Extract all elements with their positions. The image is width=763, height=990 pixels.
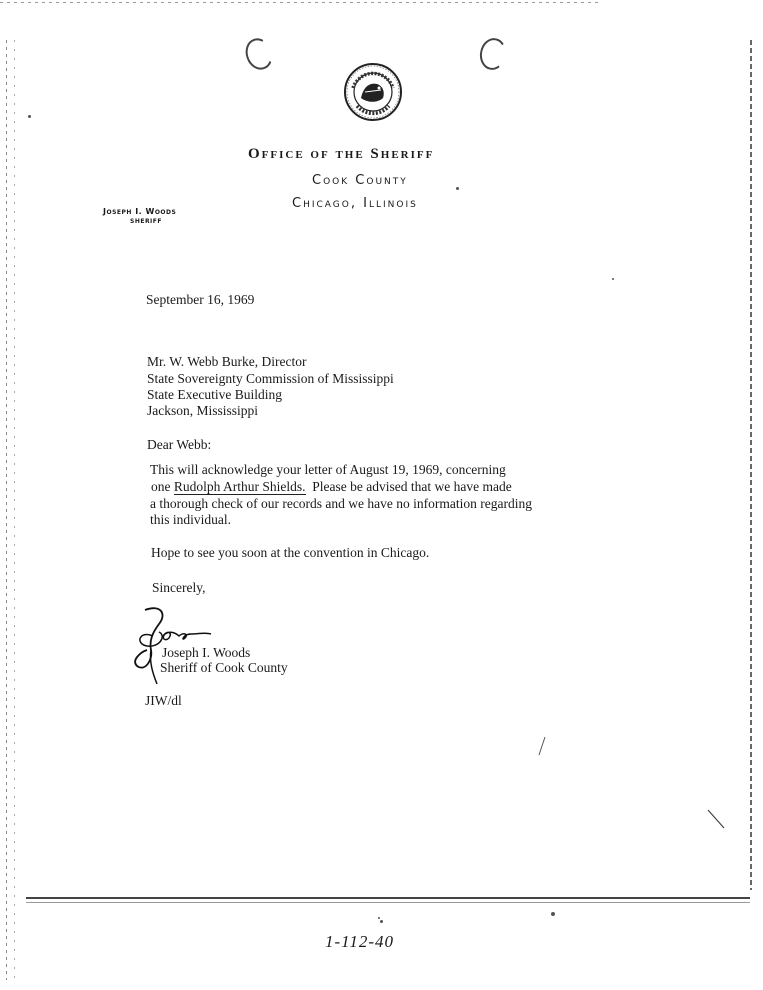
recipient-line: Mr. W. Webb Burke, Director <box>147 354 307 369</box>
recipient-line: Jackson, Mississippi <box>147 403 259 418</box>
body-line-prefix: one <box>151 479 174 494</box>
scan-speck <box>380 920 383 923</box>
punch-hole-left <box>241 35 276 74</box>
letterhead-sheriff-title: SHERIFF <box>130 218 162 225</box>
scan-mark <box>706 808 726 830</box>
scan-mark <box>535 735 549 757</box>
body-line: a thorough check of our records and we have no information regarding <box>150 496 532 511</box>
scan-speck <box>551 912 555 916</box>
recipient-line: State Executive Building <box>147 387 282 402</box>
letterhead-city: Chicago, Illinois <box>292 196 418 211</box>
punch-hole-right <box>477 36 508 72</box>
signer-name: Joseph I. Woods <box>162 645 251 660</box>
page-edge-top <box>0 2 600 3</box>
scan-speck <box>456 187 459 190</box>
body-line: this individual. <box>150 512 231 527</box>
recipient-line: State Sovereignty Commission of Mississippi <box>147 371 394 386</box>
body-line <box>151 479 512 495</box>
page-edge-left <box>6 40 7 980</box>
typist-initials: JIW/dl <box>145 693 182 708</box>
closing-remark: Hope to see you soon at the convention in Chicago. <box>151 545 430 560</box>
body-line: This will acknowledge your letter of August 19, 1969, concerning <box>150 462 506 477</box>
scan-speck <box>378 917 380 919</box>
scan-speck <box>612 278 614 280</box>
signer-title: Sheriff of Cook County <box>160 660 288 675</box>
subject-name: Rudolph Arthur Shields. <box>173 479 306 494</box>
letterhead-sheriff-name: Joseph I. Woods <box>103 207 177 216</box>
letter-date: September 16, 1969 <box>146 292 255 307</box>
salutation: Dear Webb: <box>147 437 212 452</box>
county-seal-icon <box>343 62 403 122</box>
page-edge-right <box>750 40 752 890</box>
page-edge-bottom-inner <box>26 902 750 903</box>
body-line-suffix: Please be advised that we have made <box>305 479 512 494</box>
document-number: 1-112-40 <box>325 932 395 951</box>
scan-speck <box>28 115 31 118</box>
page-edge-bottom <box>26 897 750 899</box>
letterhead-county: Cook County <box>312 173 408 188</box>
letterhead-office-title: Office of the Sheriff <box>248 146 435 162</box>
page-edge-left-inner <box>14 40 15 980</box>
closing: Sincerely, <box>152 580 206 595</box>
